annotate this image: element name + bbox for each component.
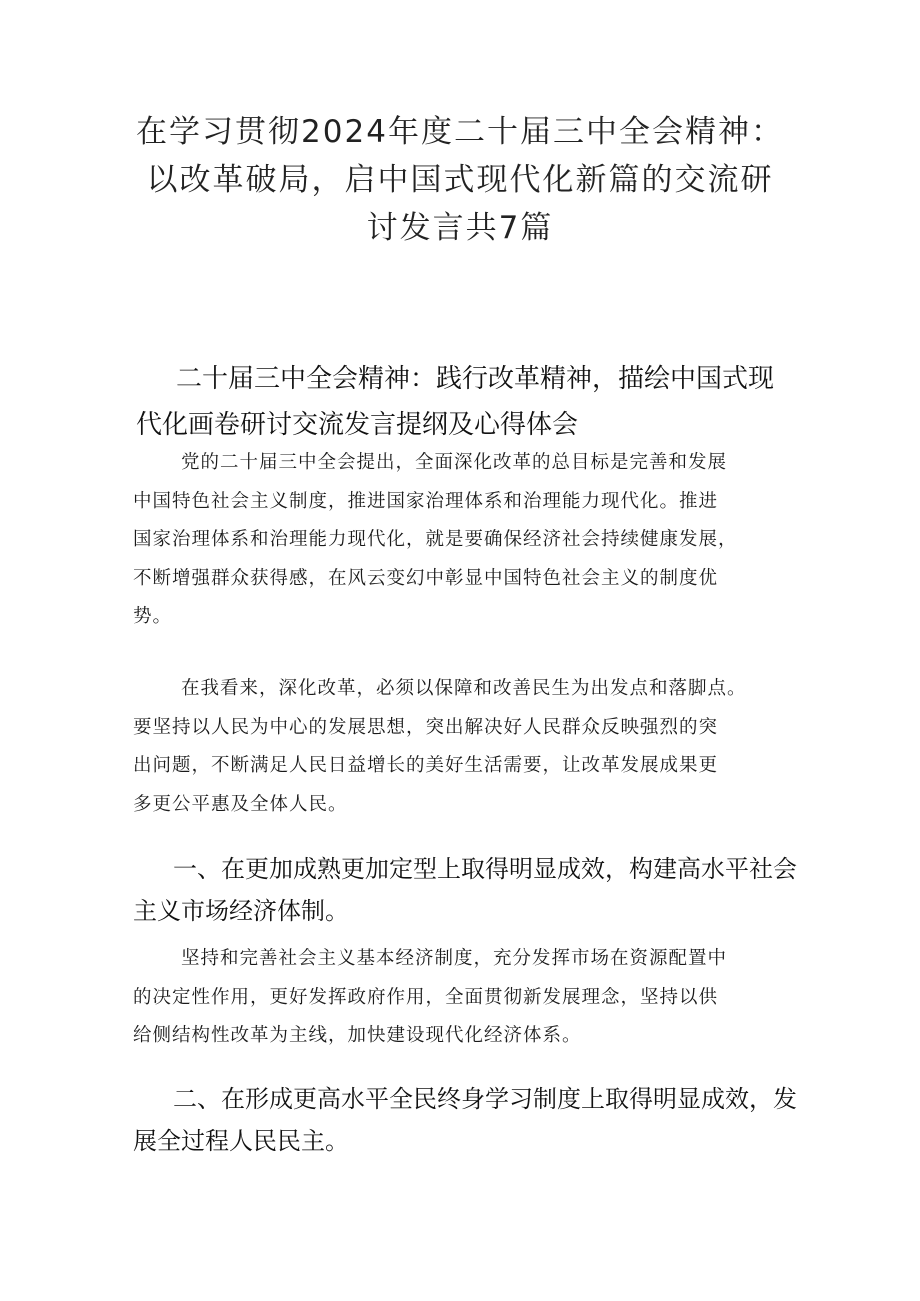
paragraph-line: 多更公平惠及全体人民。 (133, 793, 348, 815)
paragraph-line: 在我看来，深化改革，必须以保障和改善民生为出发点和落脚点。 (181, 678, 747, 699)
heading-line: 展全过程人民民主。 (133, 1127, 349, 1155)
paragraph-1 (133, 444, 793, 637)
paragraph-line: 势。 (133, 606, 173, 627)
paragraph-line: 坚持和完善社会主义基本经济制度，充分发挥市场在资源配置中 (181, 948, 728, 969)
paragraph-line: 国家治理体系和治理能力现代化，就是要确保经济社会持续健康发展， (133, 529, 738, 550)
document-title (120, 108, 800, 252)
paragraph-line: 中国特色社会主义制度，推进国家治理体系和治理能力现代化。推进 (133, 490, 719, 512)
title-line: 在学习贯彻2024年度二十届三中全会精神： (136, 114, 784, 150)
heading-2 (133, 1078, 797, 1162)
paragraph-line: 要坚持以人民为中心的发展思想，突出解决好人民群众反映强烈的突 (133, 716, 719, 738)
paragraph-line: 给侧结构性改革为主线，加快建设现代化经济体系。 (133, 1025, 582, 1046)
heading-line: 一、在更加成熟更加定型上取得明显成效，构建高水平社会 (173, 855, 797, 883)
paragraph-2 (133, 670, 793, 824)
section-title (136, 356, 816, 448)
heading-line: 主义市场经济体制。 (133, 897, 349, 925)
heading-1 (133, 848, 797, 932)
title-line: 讨发言共7篇 (366, 210, 554, 246)
paragraph-line: 党的二十届三中全会提出，全面深化改革的总目标是完善和发展 (181, 452, 728, 473)
heading-line: 二、在形成更高水平全民终身学习制度上取得明显成效，发 (173, 1085, 797, 1113)
paragraph-3 (133, 940, 793, 1056)
paragraph-line: 的决定性作用，更好发挥政府作用，全面贯彻新发展理念，坚持以供 (133, 986, 719, 1008)
paragraph-line: 不断增强群众获得感，在风云变幻中彰显中国特色社会主义的制度优 (133, 567, 719, 589)
title-line: 以改革破局，启中国式现代化新篇的交流研 (146, 162, 774, 198)
section-title-line: 代化画卷研讨交流发言提纲及心得体会 (136, 410, 579, 440)
paragraph-line: 出问题，不断满足人民日益增长的美好生活需要，让改革发展成果更 (133, 755, 719, 776)
section-title-line: 二十届三中全会精神：践行改革精神，描绘中国式现 (176, 364, 775, 394)
